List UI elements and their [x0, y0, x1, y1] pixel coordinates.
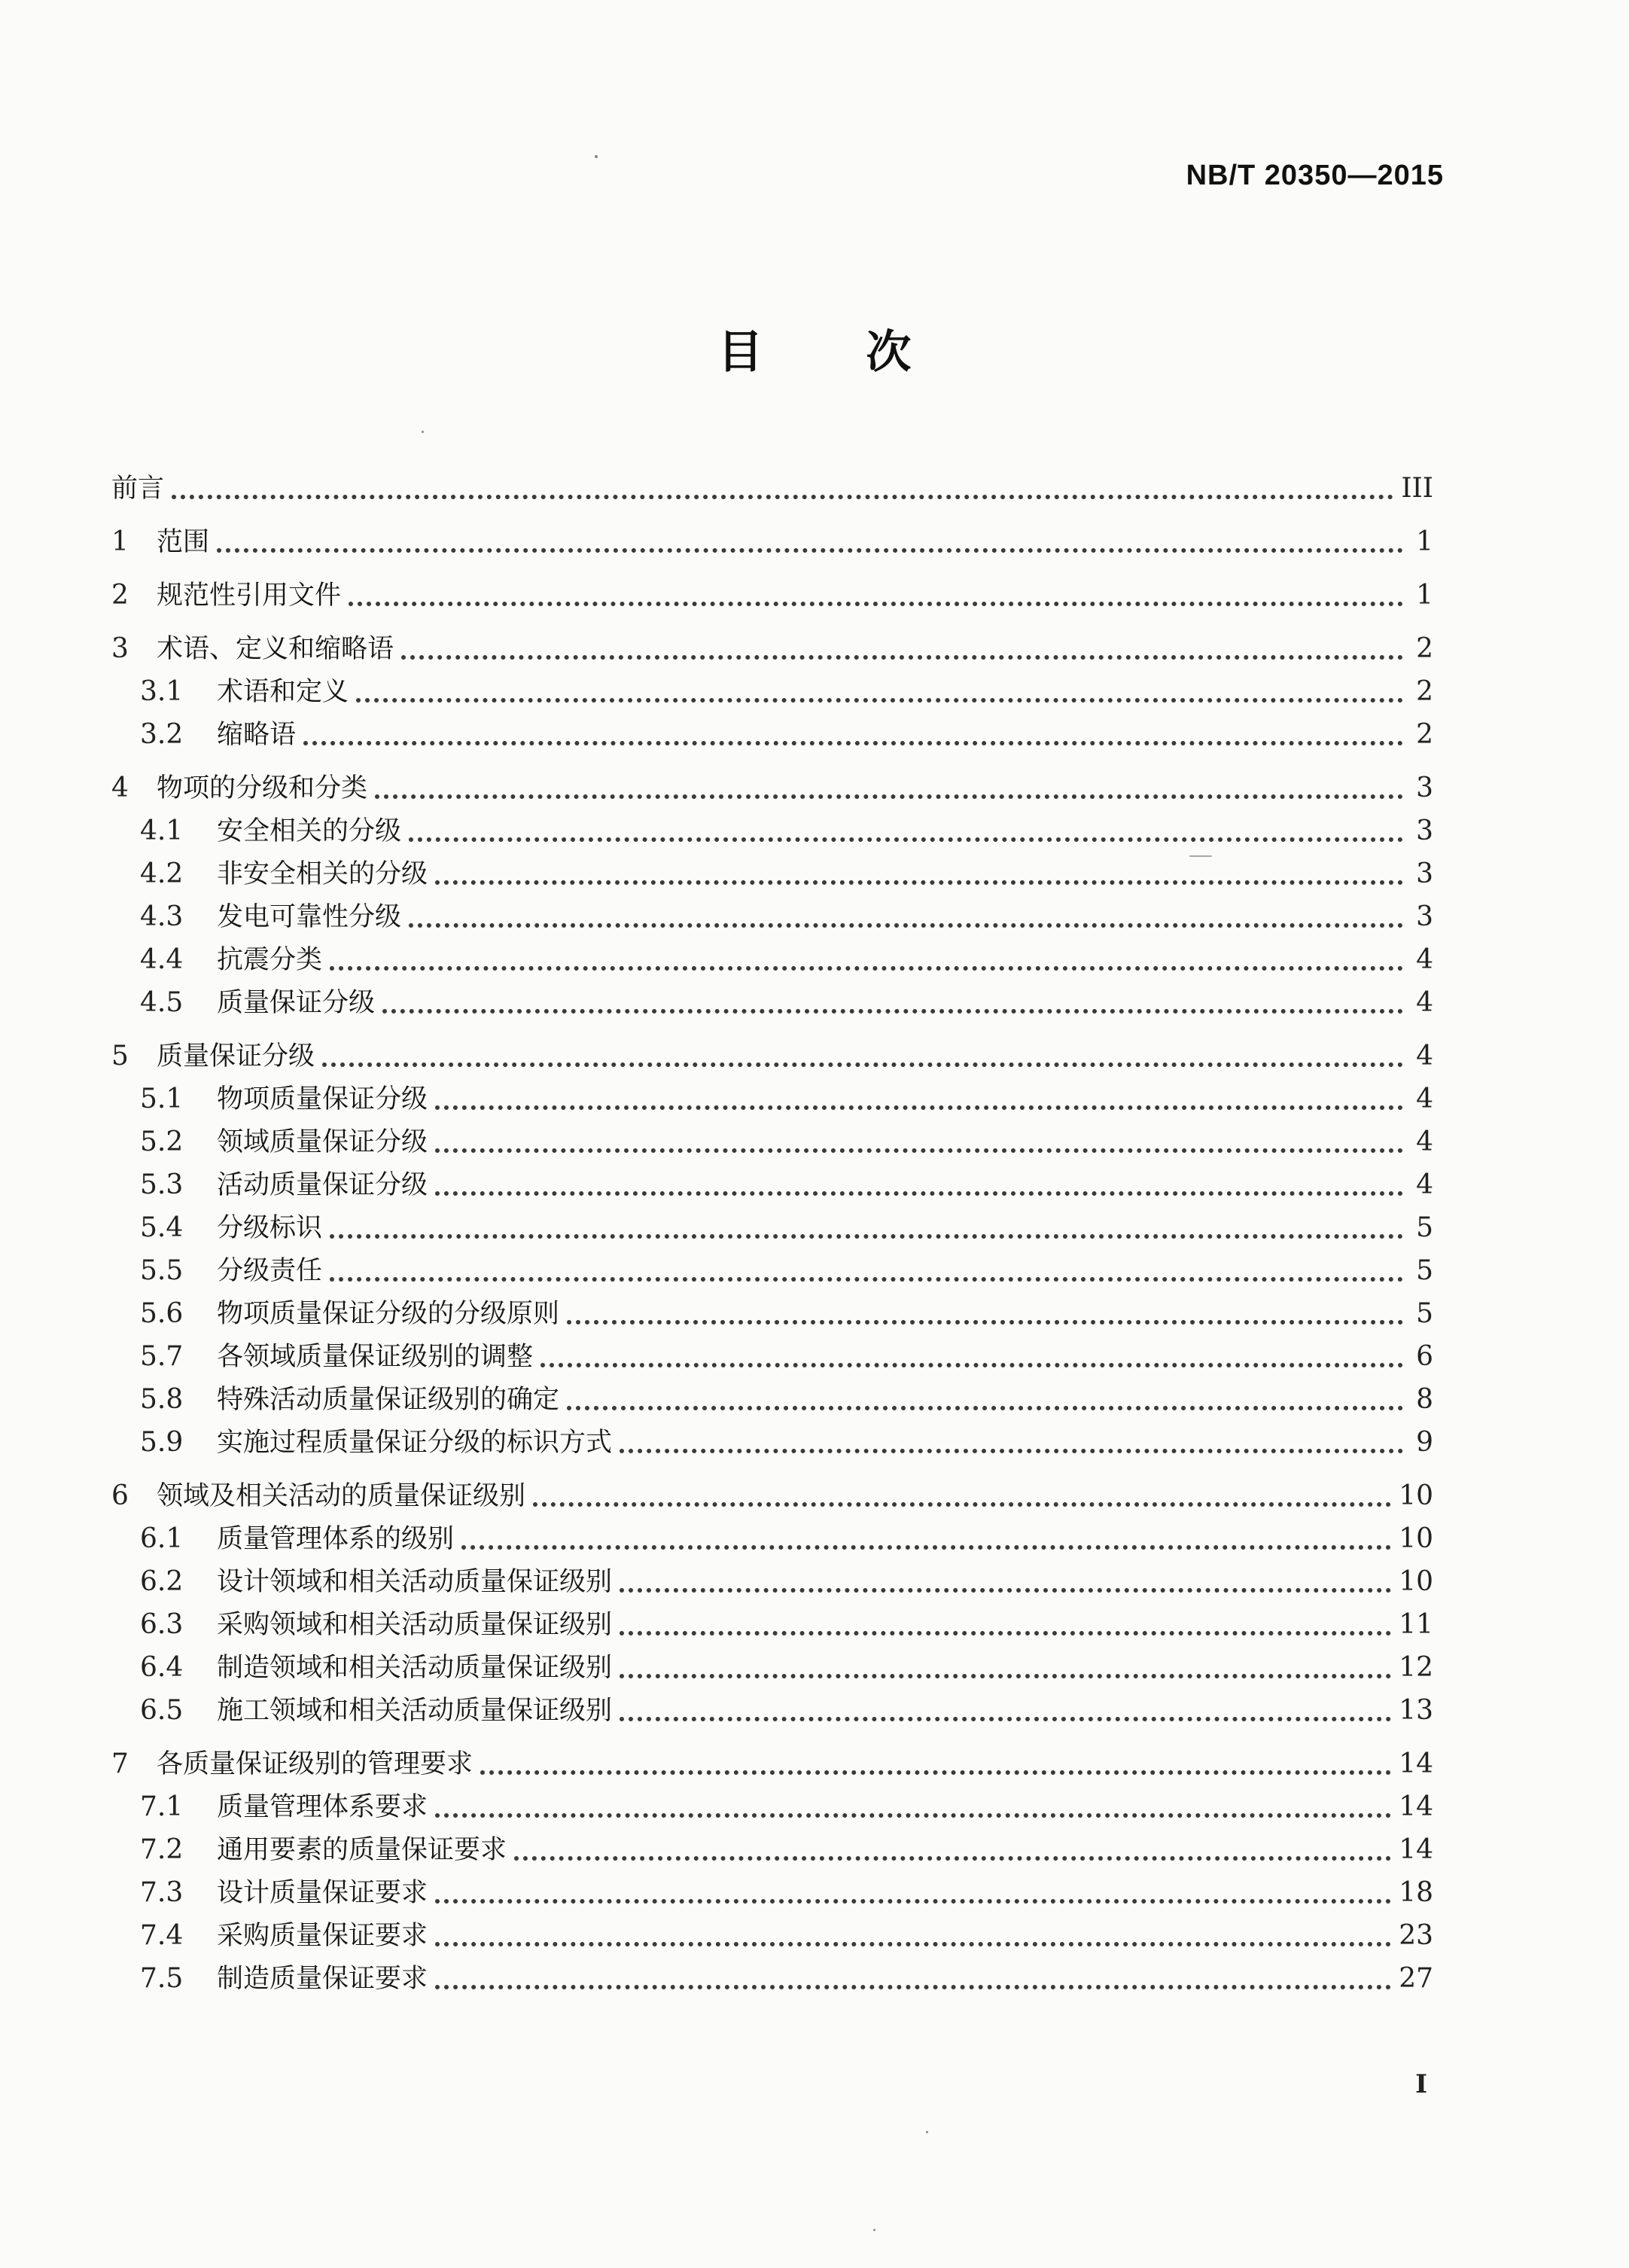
toc-entry-number: 7.2 — [140, 1834, 184, 1865]
dot-leader — [435, 1105, 1403, 1110]
toc-entry-label: 采购质量保证要求 — [217, 1921, 428, 1951]
dot-leader — [567, 1406, 1403, 1410]
toc-entry-number: 5.8 — [140, 1384, 184, 1415]
table-of-contents — [111, 452, 1433, 1995]
toc-entry-number: 5.3 — [140, 1169, 184, 1200]
toc-entry[interactable] — [111, 666, 1433, 709]
toc-entry[interactable] — [111, 559, 1433, 612]
toc-entry-label: 安全相关的分级 — [217, 816, 402, 846]
toc-entry-number: 7.4 — [140, 1920, 184, 1951]
toc-entry-page: 3 — [1416, 858, 1433, 889]
toc-entry-label: 施工领域和相关活动质量保证级别 — [217, 1696, 613, 1726]
toc-entry-label: 各领域质量保证级别的调整 — [217, 1342, 534, 1372]
dot-leader — [303, 741, 1403, 745]
toc-entry-number: 7 — [111, 1748, 129, 1779]
toc-entry[interactable] — [111, 505, 1433, 559]
toc-entry-page: 6 — [1416, 1341, 1433, 1372]
toc-entry-number: 4 — [111, 773, 129, 803]
toc-entry-label: 制造领域和相关活动质量保证级别 — [217, 1653, 613, 1683]
dot-leader — [514, 1856, 1391, 1861]
dot-leader — [435, 1813, 1391, 1818]
scan-speck — [422, 431, 424, 433]
toc-entry-label: 实施过程质量保证分级的标识方式 — [217, 1428, 613, 1458]
toc-entry-number: 4.3 — [140, 901, 184, 932]
dot-leader — [330, 966, 1403, 971]
dot-leader — [461, 1545, 1391, 1550]
toc-entry-label: 物项质量保证分级 — [217, 1084, 428, 1114]
dot-leader — [356, 698, 1403, 703]
toc-entry[interactable] — [111, 1416, 1433, 1459]
toc-entry[interactable] — [111, 1116, 1433, 1159]
toc-entry-number: 4.2 — [140, 858, 184, 889]
toc-entry-page: 3 — [1416, 815, 1433, 846]
dot-leader — [382, 1009, 1403, 1014]
toc-entry[interactable] — [111, 1824, 1433, 1867]
dot-leader — [620, 1588, 1391, 1593]
toc-entry-number: 5.7 — [140, 1341, 184, 1372]
toc-entry[interactable] — [111, 1331, 1433, 1373]
toc-entry-number: 6.3 — [140, 1609, 184, 1640]
toc-entry[interactable] — [111, 977, 1433, 1020]
toc-entry[interactable] — [111, 1952, 1433, 1995]
toc-entry[interactable] — [111, 1599, 1433, 1642]
toc-entry[interactable] — [111, 1642, 1433, 1684]
toc-entry-label: 活动质量保证分级 — [217, 1170, 428, 1200]
dot-leader — [620, 1717, 1391, 1721]
toc-entry-label: 质量管理体系要求 — [217, 1792, 428, 1822]
toc-entry-page: 2 — [1416, 633, 1433, 664]
toc-entry-page: 3 — [1416, 773, 1433, 803]
toc-entry-page: 10 — [1399, 1523, 1433, 1554]
toc-entry[interactable] — [111, 1684, 1433, 1727]
toc-entry[interactable] — [111, 612, 1433, 666]
dot-leader — [401, 655, 1403, 660]
toc-entry-label: 非安全相关的分级 — [217, 859, 428, 889]
toc-entry-page: 23 — [1399, 1920, 1433, 1951]
toc-entry-number: 5 — [111, 1041, 129, 1072]
toc-entry-page: 4 — [1416, 944, 1433, 975]
toc-entry-page: 2 — [1416, 676, 1433, 707]
dot-leader — [409, 837, 1403, 842]
toc-entry-label: 术语、定义和缩略语 — [157, 634, 394, 664]
toc-entry-page: 12 — [1399, 1652, 1433, 1683]
toc-entry-page: 9 — [1416, 1427, 1433, 1458]
toc-entry-page: 1 — [1416, 580, 1433, 611]
toc-entry-page: 27 — [1399, 1963, 1433, 1994]
toc-entry[interactable] — [111, 452, 1433, 505]
toc-entry-page: III — [1401, 473, 1433, 504]
dot-leader — [349, 602, 1403, 606]
toc-entry-number: 7.3 — [140, 1877, 184, 1908]
toc-entry-number: 3 — [111, 633, 129, 664]
toc-entry-page: 18 — [1399, 1877, 1433, 1908]
toc-entry-label: 缩略语 — [217, 720, 297, 750]
toc-entry-label: 采购领域和相关活动质量保证级别 — [217, 1610, 613, 1640]
toc-entry-page: 5 — [1416, 1298, 1433, 1329]
page-title: 目 次 — [717, 326, 955, 379]
toc-entry[interactable] — [111, 1459, 1433, 1513]
toc-entry-page: 10 — [1399, 1566, 1433, 1597]
toc-entry-number: 4.4 — [140, 944, 184, 975]
dot-leader — [435, 1191, 1403, 1196]
toc-entry[interactable] — [111, 1513, 1433, 1556]
toc-entry-label: 领域质量保证分级 — [217, 1127, 428, 1157]
dot-leader — [435, 1942, 1391, 1946]
toc-entry-number: 5.1 — [140, 1084, 184, 1114]
toc-entry[interactable] — [111, 1159, 1433, 1202]
toc-entry-label: 质量保证分级 — [217, 988, 376, 1018]
toc-entry[interactable] — [111, 891, 1433, 934]
scan-speck — [873, 2229, 875, 2231]
document-code: NB/T 20350—2015 — [1186, 160, 1444, 191]
dot-leader — [435, 1899, 1391, 1904]
toc-entry[interactable] — [111, 751, 1433, 805]
dot-leader — [330, 1234, 1403, 1239]
toc-entry-page: 5 — [1416, 1255, 1433, 1286]
dot-leader — [330, 1277, 1403, 1282]
toc-entry-page: 13 — [1399, 1695, 1433, 1726]
toc-entry[interactable] — [111, 1727, 1433, 1781]
toc-entry[interactable] — [111, 1073, 1433, 1116]
toc-entry-number: 5.2 — [140, 1126, 184, 1157]
dot-leader — [217, 548, 1403, 553]
toc-entry-page: 4 — [1416, 1041, 1433, 1072]
toc-entry-page: 10 — [1399, 1480, 1433, 1511]
toc-entry-label: 物项质量保证分级的分级原则 — [217, 1299, 560, 1329]
toc-entry-label: 分级标识 — [217, 1213, 323, 1243]
dot-leader — [620, 1449, 1403, 1453]
toc-entry[interactable] — [111, 1867, 1433, 1910]
toc-entry-page: 4 — [1416, 1126, 1433, 1157]
toc-entry-page: 3 — [1416, 901, 1433, 932]
dot-leader — [620, 1674, 1391, 1678]
toc-entry-label: 质量保证分级 — [157, 1041, 315, 1072]
toc-entry[interactable] — [111, 1202, 1433, 1245]
toc-entry-label: 设计领域和相关活动质量保证级别 — [217, 1567, 613, 1597]
toc-entry-number: 7.5 — [140, 1963, 184, 1994]
toc-entry-page: 8 — [1416, 1384, 1433, 1415]
toc-entry-number: 6.1 — [140, 1523, 184, 1554]
toc-entry-number: 5.4 — [140, 1212, 184, 1243]
toc-entry-number: 6.2 — [140, 1566, 184, 1597]
toc-entry-number: 6.5 — [140, 1695, 184, 1726]
toc-entry[interactable] — [111, 1781, 1433, 1824]
dot-leader — [567, 1320, 1403, 1325]
toc-entry-label: 各质量保证级别的管理要求 — [157, 1749, 473, 1779]
toc-entry[interactable] — [111, 805, 1433, 848]
toc-entry-label: 通用要素的质量保证要求 — [217, 1835, 507, 1865]
toc-entry-page: 14 — [1399, 1834, 1433, 1865]
toc-entry[interactable] — [111, 1556, 1433, 1599]
toc-entry-page: 4 — [1416, 987, 1433, 1018]
toc-entry-label: 分级责任 — [217, 1256, 323, 1286]
toc-entry-label: 抗震分类 — [217, 945, 323, 975]
toc-entry-number: 7.1 — [140, 1791, 184, 1822]
toc-entry[interactable] — [111, 709, 1433, 751]
toc-entry[interactable] — [111, 1288, 1433, 1331]
dot-leader — [375, 794, 1403, 799]
toc-entry-label: 规范性引用文件 — [157, 581, 342, 611]
toc-entry-number: 6 — [111, 1480, 129, 1511]
toc-entry[interactable] — [111, 1373, 1433, 1416]
toc-entry-page: 14 — [1399, 1748, 1433, 1779]
toc-entry-number: 5.9 — [140, 1427, 184, 1458]
toc-entry-page: 4 — [1416, 1084, 1433, 1114]
toc-entry-label: 特殊活动质量保证级别的确定 — [217, 1385, 560, 1415]
toc-entry-page: 5 — [1416, 1212, 1433, 1243]
toc-entry[interactable] — [111, 1245, 1433, 1288]
toc-entry-label: 制造质量保证要求 — [217, 1964, 428, 1994]
dot-leader — [409, 923, 1403, 928]
dot-leader — [435, 880, 1403, 885]
dot-leader — [435, 1148, 1403, 1153]
toc-entry-label: 设计质量保证要求 — [217, 1878, 428, 1908]
dot-leader — [533, 1502, 1391, 1507]
dot-leader — [172, 495, 1393, 499]
toc-entry[interactable] — [111, 848, 1433, 891]
scan-speck — [926, 2131, 928, 2133]
dot-leader — [620, 1631, 1391, 1635]
toc-entry-number: 6.4 — [140, 1652, 184, 1683]
page-number: I — [1415, 2069, 1427, 2099]
toc-entry-number: 3.2 — [140, 719, 184, 750]
toc-entry-number: 4.1 — [140, 815, 184, 846]
toc-entry[interactable] — [111, 1910, 1433, 1952]
toc-entry-number: 4.5 — [140, 987, 184, 1018]
toc-entry-label: 术语和定义 — [217, 677, 349, 707]
scan-speck — [595, 155, 598, 158]
toc-entry[interactable] — [111, 934, 1433, 977]
toc-entry-label: 质量管理体系的级别 — [217, 1524, 455, 1554]
dot-leader — [435, 1985, 1391, 1989]
toc-entry-number: 5.5 — [140, 1255, 184, 1286]
toc-entry-page: 2 — [1416, 719, 1433, 750]
toc-entry-number: 3.1 — [140, 676, 184, 707]
dot-leader — [322, 1062, 1403, 1067]
toc-entry-number: 5.6 — [140, 1298, 184, 1329]
toc-entry[interactable] — [111, 1020, 1433, 1073]
toc-entry-label: 范围 — [157, 527, 210, 557]
toc-entry-label: 物项的分级和分类 — [157, 773, 368, 803]
scan-speck — [1189, 855, 1212, 857]
toc-entry-number: 2 — [111, 580, 129, 611]
toc-entry-label: 前言 — [111, 474, 165, 504]
dot-leader — [540, 1363, 1403, 1367]
toc-entry-label: 领域及相关活动的质量保证级别 — [157, 1481, 526, 1511]
toc-entry-number: 1 — [111, 526, 129, 557]
toc-entry-page: 1 — [1416, 526, 1433, 557]
toc-entry-label: 发电可靠性分级 — [217, 902, 402, 932]
toc-entry-page: 4 — [1416, 1169, 1433, 1200]
toc-entry-page: 11 — [1399, 1609, 1433, 1640]
dot-leader — [480, 1770, 1391, 1775]
toc-entry-page: 14 — [1399, 1791, 1433, 1822]
